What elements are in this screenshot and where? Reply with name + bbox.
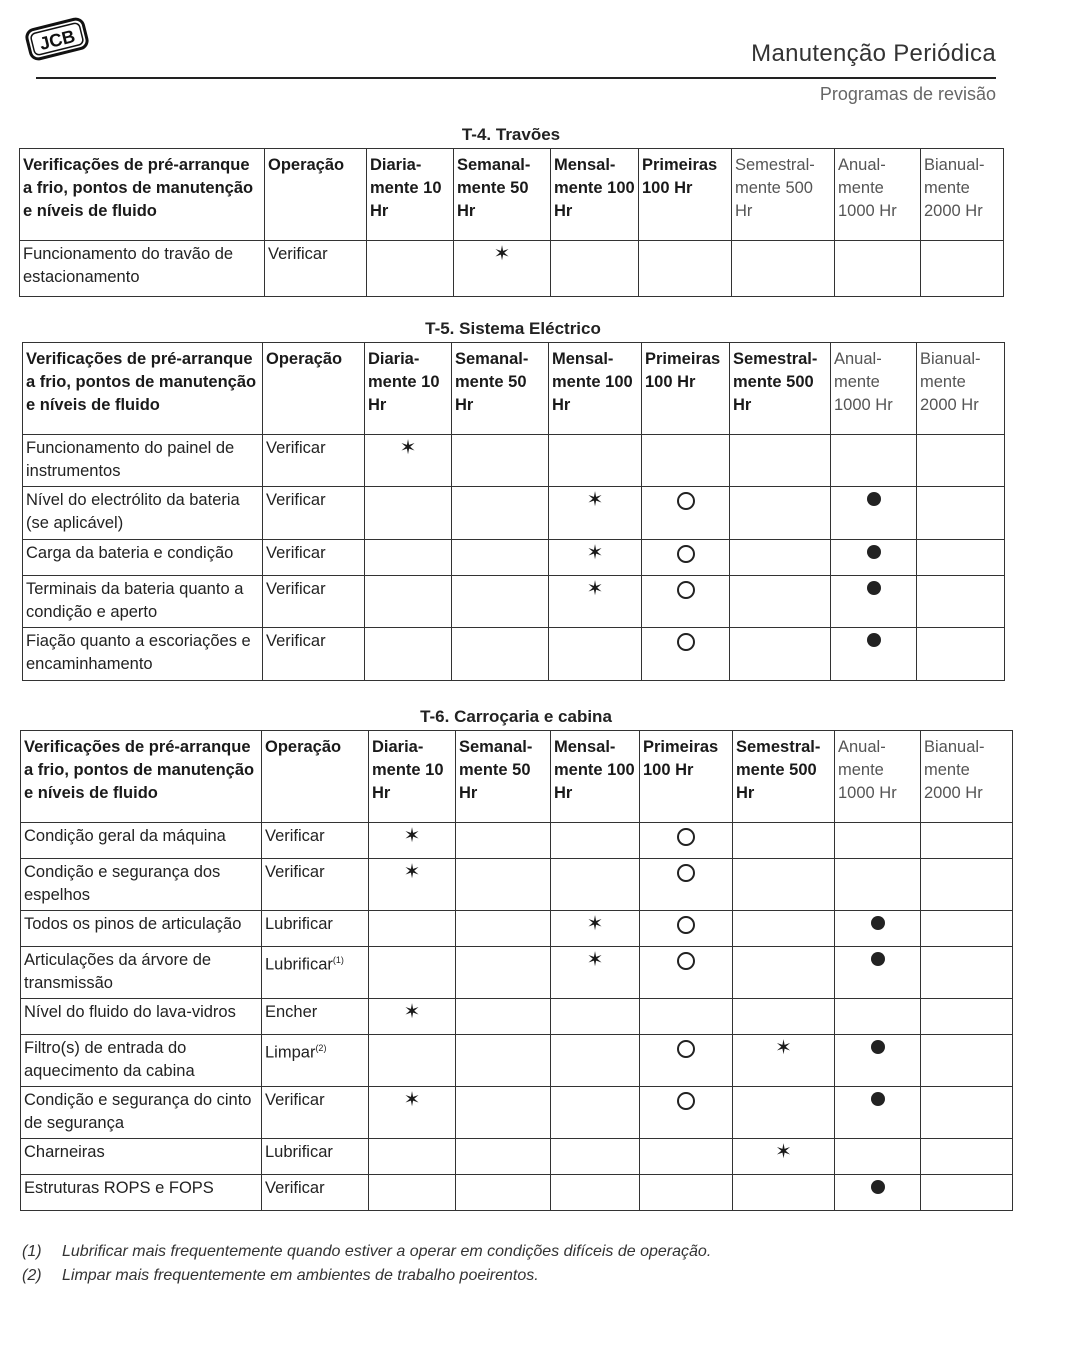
row-item-label: Condição geral da máquina [21, 823, 262, 859]
interval-cell [640, 911, 733, 947]
column-header: Mensal-mente 100 Hr [551, 731, 640, 823]
interval-cell [835, 999, 921, 1035]
column-header: Verificações de pré-arranque a frio, pontos de manutenção e níveis de fluido [20, 149, 265, 241]
operation-text: Verificar [266, 439, 326, 457]
star-icon: ✶ [403, 1089, 421, 1111]
table-row [20, 241, 1004, 297]
interval-cell [921, 241, 1004, 297]
star-icon: ✶ [403, 825, 421, 847]
table-row [21, 823, 1013, 859]
star-icon: ✶ [586, 542, 604, 564]
row-item-label: Condição e segurança dos espelhos [21, 859, 262, 911]
interval-cell [456, 1139, 551, 1175]
interval-cell [921, 947, 1013, 999]
filled-circle-icon [871, 1040, 885, 1054]
table-title: T-4. Travões [461, 125, 561, 144]
interval-cell [551, 1035, 640, 1087]
interval-cell [921, 859, 1013, 911]
operation-text: Verificar [266, 632, 326, 650]
interval-cell [730, 487, 831, 540]
interval-cell [549, 576, 642, 628]
interval-cell [642, 540, 730, 576]
footnote-2: (2) Limpar mais frequentemente em ambientes de trabalho poeirentos. [22, 1267, 539, 1284]
table-row [21, 1175, 1013, 1211]
interval-cell [835, 1139, 921, 1175]
interval-cell [831, 628, 917, 681]
operation-text: Verificar [265, 863, 325, 881]
interval-cell [733, 859, 835, 911]
interval-cell [452, 435, 549, 487]
interval-cell [456, 1087, 551, 1139]
interval-cell [733, 911, 835, 947]
interval-cell [733, 1087, 835, 1139]
row-item-label: Nível do fluido do lava-vidros [21, 999, 262, 1035]
open-circle-icon [677, 492, 695, 510]
interval-cell [452, 487, 549, 540]
interval-cell [456, 823, 551, 859]
interval-cell [733, 1035, 835, 1087]
interval-cell [733, 823, 835, 859]
interval-cell [640, 947, 733, 999]
row-operation [263, 487, 365, 540]
interval-cell [917, 540, 1005, 576]
row-operation [263, 576, 365, 628]
interval-cell [640, 859, 733, 911]
interval-cell [452, 540, 549, 576]
interval-cell [456, 947, 551, 999]
open-circle-icon [677, 828, 695, 846]
row-item-label: Terminais da bateria quanto a condição e aperto [23, 576, 263, 628]
column-header: Semanal-mente 50 Hr [454, 149, 551, 241]
row-item-label: Condição e segurança do cinto de segurança [21, 1087, 262, 1139]
operation-text: Verificar [266, 491, 326, 509]
star-icon: ✶ [586, 949, 604, 971]
star-icon: ✶ [403, 1001, 421, 1023]
row-operation [262, 999, 369, 1035]
interval-cell [549, 540, 642, 576]
interval-cell [835, 947, 921, 999]
interval-cell [642, 435, 730, 487]
page-title: Manutenção Periódica [751, 40, 996, 67]
interval-cell [551, 823, 640, 859]
interval-cell [732, 241, 835, 297]
column-header: Verificações de pré-arranque a frio, pontos de manutenção e níveis de fluido [23, 343, 263, 435]
row-operation [262, 1035, 369, 1087]
column-header: Bianual-mente 2000 Hr [921, 731, 1013, 823]
row-operation [263, 540, 365, 576]
interval-cell [369, 859, 456, 911]
row-operation [262, 1175, 369, 1211]
row-item-label: Todos os pinos de articulação [21, 911, 262, 947]
interval-cell [549, 487, 642, 540]
column-header: Diaria-mente 10 Hr [369, 731, 456, 823]
interval-cell [730, 628, 831, 681]
interval-cell [640, 1175, 733, 1211]
row-operation [262, 1087, 369, 1139]
interval-cell [551, 999, 640, 1035]
filled-circle-icon [867, 545, 881, 559]
interval-cell [456, 1035, 551, 1087]
star-icon: ✶ [586, 913, 604, 935]
interval-cell [551, 947, 640, 999]
interval-cell [921, 1139, 1013, 1175]
row-item-label: Carga da bateria e condição [23, 540, 263, 576]
column-header: Diaria-mente 10 Hr [365, 343, 452, 435]
interval-cell [917, 487, 1005, 540]
column-header: Bianual-mente 2000 Hr [917, 343, 1005, 435]
table-row [21, 999, 1013, 1035]
interval-cell [456, 999, 551, 1035]
interval-cell [551, 1087, 640, 1139]
row-operation [263, 435, 365, 487]
row-operation [262, 859, 369, 911]
table-title: T-6. Carroçaria e cabina [420, 707, 612, 726]
interval-cell [551, 911, 640, 947]
star-icon: ✶ [775, 1037, 792, 1059]
interval-cell [733, 1175, 835, 1211]
interval-cell [365, 576, 452, 628]
interval-cell [369, 911, 456, 947]
column-header: Semanal-mente 50 Hr [452, 343, 549, 435]
interval-cell [551, 241, 639, 297]
jcb-logo [22, 14, 92, 64]
interval-cell [456, 911, 551, 947]
row-operation [262, 947, 369, 999]
interval-cell [365, 540, 452, 576]
filled-circle-icon [871, 952, 885, 966]
interval-cell [642, 576, 730, 628]
row-item-label: Estruturas ROPS e FOPS [21, 1175, 262, 1211]
table-row [21, 859, 1013, 911]
interval-cell [551, 1139, 640, 1175]
star-icon: ✶ [586, 489, 604, 511]
interval-cell [921, 999, 1013, 1035]
interval-cell [642, 487, 730, 540]
interval-cell [730, 435, 831, 487]
interval-cell [549, 628, 642, 681]
table-row [21, 1087, 1013, 1139]
interval-cell [733, 1139, 835, 1175]
interval-cell [917, 628, 1005, 681]
open-circle-icon [677, 1092, 695, 1110]
interval-cell [831, 435, 917, 487]
operation-text: Verificar [265, 827, 325, 845]
operation-footnote-ref: (2) [315, 1043, 327, 1053]
interval-cell [921, 911, 1013, 947]
open-circle-icon [677, 916, 695, 934]
interval-cell [551, 1175, 640, 1211]
table-row [21, 911, 1013, 947]
row-operation [265, 241, 367, 297]
interval-cell [835, 241, 921, 297]
interval-cell [831, 540, 917, 576]
column-header: Operação [262, 731, 369, 823]
interval-cell [831, 576, 917, 628]
interval-cell [730, 540, 831, 576]
interval-cell [549, 435, 642, 487]
interval-cell [452, 628, 549, 681]
table-row [21, 1035, 1013, 1087]
svg-text:JCB: JCB [37, 25, 78, 55]
operation-text: Verificar [266, 580, 326, 598]
interval-cell [921, 1175, 1013, 1211]
filled-circle-icon [867, 633, 881, 647]
row-operation [262, 911, 369, 947]
interval-cell [369, 947, 456, 999]
page-subtitle: Programas de revisão [819, 84, 996, 104]
interval-cell [921, 1035, 1013, 1087]
table-row [23, 576, 1005, 628]
interval-cell [365, 628, 452, 681]
column-header: Operação [263, 343, 365, 435]
operation-text: Limpar [265, 1043, 316, 1062]
interval-cell [733, 999, 835, 1035]
table-t6-block [20, 707, 1012, 1211]
column-header: Primeiras 100 Hr [640, 731, 733, 823]
row-item-label: Articulações da árvore de transmissão [21, 947, 262, 999]
column-header: Primeiras 100 Hr [642, 343, 730, 435]
interval-cell [835, 1175, 921, 1211]
column-header: Operação [265, 149, 367, 241]
interval-cell [369, 823, 456, 859]
interval-cell [369, 1087, 456, 1139]
table-row [23, 487, 1005, 540]
row-item-label: Fiação quanto a escoriações e encaminhamento [23, 628, 263, 681]
interval-cell [640, 1139, 733, 1175]
interval-cell [917, 576, 1005, 628]
interval-cell [369, 1139, 456, 1175]
star-icon: ✶ [399, 437, 417, 459]
operation-text: Encher [265, 1003, 318, 1021]
open-circle-icon [677, 864, 695, 882]
table-row [23, 628, 1005, 681]
table-t4-block [19, 125, 1003, 297]
table-row [21, 1139, 1013, 1175]
interval-cell [921, 823, 1013, 859]
column-header: Anual-mente 1000 Hr [831, 343, 917, 435]
interval-cell [639, 241, 732, 297]
operation-text: Verificar [268, 245, 328, 263]
interval-cell [367, 241, 454, 297]
filled-circle-icon [871, 916, 885, 930]
row-item-label: Filtro(s) de entrada do aquecimento da cabina [21, 1035, 262, 1087]
table-row [23, 435, 1005, 487]
interval-cell [835, 911, 921, 947]
operation-footnote-ref: (1) [332, 955, 344, 965]
row-operation [263, 628, 365, 681]
star-icon: ✶ [586, 578, 604, 600]
filled-circle-icon [871, 1180, 885, 1194]
filled-circle-icon [867, 581, 881, 595]
column-header: Semestral-mente 500 Hr [730, 343, 831, 435]
operation-text: Lubrificar [265, 955, 333, 974]
column-header: Semanal-mente 50 Hr [456, 731, 551, 823]
schedule-table [20, 730, 1013, 1211]
interval-cell [640, 999, 733, 1035]
interval-cell [835, 1087, 921, 1139]
operation-text: Verificar [266, 544, 326, 562]
column-header: Anual-mente 1000 Hr [835, 149, 921, 241]
column-header: Mensal-mente 100 Hr [549, 343, 642, 435]
column-header: Semestral-mente 500 Hr [732, 149, 835, 241]
interval-cell [369, 1175, 456, 1211]
interval-cell [730, 576, 831, 628]
filled-circle-icon [867, 492, 881, 506]
column-header: Semestral-mente 500 Hr [733, 731, 835, 823]
column-header: Anual-mente 1000 Hr [835, 731, 921, 823]
interval-cell [831, 487, 917, 540]
interval-cell [365, 487, 452, 540]
star-icon: ✶ [775, 1141, 792, 1163]
header-divider [36, 77, 996, 79]
schedule-table [22, 342, 1005, 681]
table-title: T-5. Sistema Eléctrico [425, 319, 601, 338]
star-icon: ✶ [403, 861, 421, 883]
footnote-1: (1) Lubrificar mais frequentemente quando estiver a operar em condições difíceis de operação. [22, 1243, 712, 1260]
interval-cell [640, 823, 733, 859]
open-circle-icon [677, 952, 695, 970]
row-item-label: Nível do electrólito da bateria (se aplicável) [23, 487, 263, 540]
table-row [21, 947, 1013, 999]
open-circle-icon [677, 545, 695, 563]
interval-cell [456, 859, 551, 911]
interval-cell [835, 823, 921, 859]
interval-cell [835, 859, 921, 911]
open-circle-icon [677, 1040, 695, 1058]
column-header: Mensal-mente 100 Hr [551, 149, 639, 241]
open-circle-icon [677, 633, 695, 651]
interval-cell [369, 1035, 456, 1087]
interval-cell [452, 576, 549, 628]
interval-cell [921, 1087, 1013, 1139]
operation-text: Verificar [265, 1179, 325, 1197]
interval-cell [454, 241, 551, 297]
interval-cell [365, 435, 452, 487]
interval-cell [835, 1035, 921, 1087]
interval-cell [733, 947, 835, 999]
interval-cell [640, 1087, 733, 1139]
footnotes [22, 1240, 711, 1288]
row-operation [262, 823, 369, 859]
interval-cell [369, 999, 456, 1035]
interval-cell [640, 1035, 733, 1087]
table-t5-block [22, 319, 1004, 681]
column-header: Bianual-mente 2000 Hr [921, 149, 1004, 241]
operation-text: Lubrificar [265, 1143, 333, 1161]
interval-cell [456, 1175, 551, 1211]
row-item-label: Funcionamento do travão de estacionamento [20, 241, 265, 297]
column-header: Verificações de pré-arranque a frio, pontos de manutenção e níveis de fluido [21, 731, 262, 823]
interval-cell [551, 859, 640, 911]
interval-cell [642, 628, 730, 681]
row-item-label: Funcionamento do painel de instrumentos [23, 435, 263, 487]
operation-text: Lubrificar [265, 915, 333, 933]
interval-cell [917, 435, 1005, 487]
star-icon: ✶ [493, 243, 511, 265]
row-operation [262, 1139, 369, 1175]
filled-circle-icon [871, 1092, 885, 1106]
operation-text: Verificar [265, 1091, 325, 1109]
open-circle-icon [677, 581, 695, 599]
row-item-label: Charneiras [21, 1139, 262, 1175]
schedule-table [19, 148, 1004, 297]
column-header: Primeiras 100 Hr [639, 149, 732, 241]
table-row [23, 540, 1005, 576]
column-header: Diaria-mente 10 Hr [367, 149, 454, 241]
